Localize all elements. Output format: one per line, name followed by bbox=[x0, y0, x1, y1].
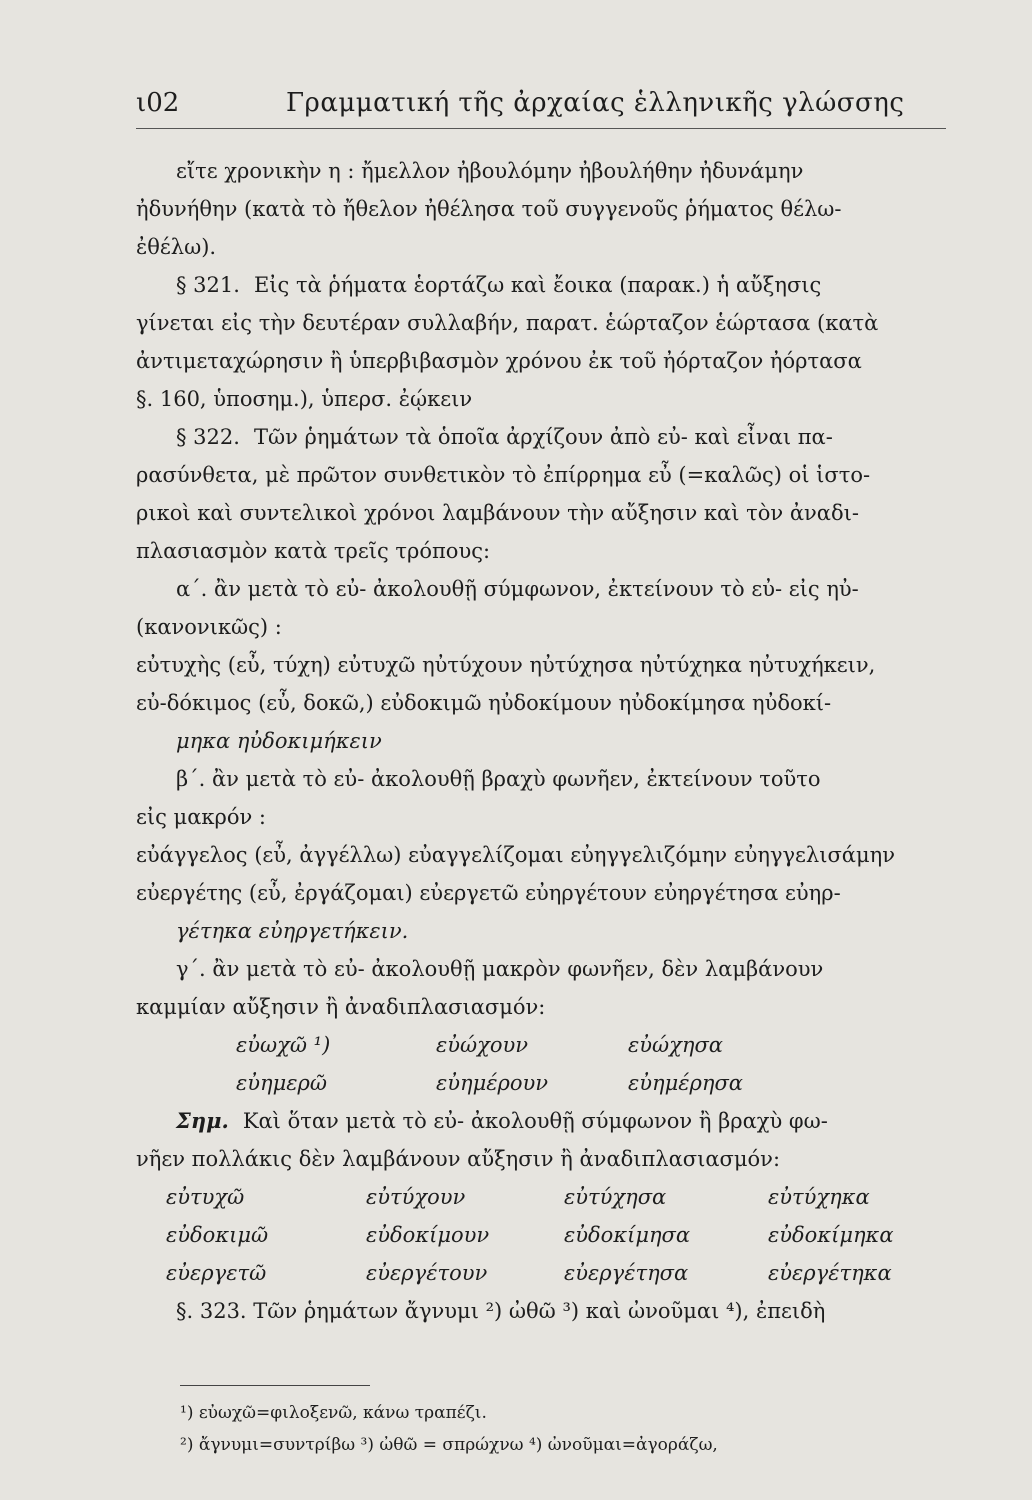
text-line: εἴτε χρονικὴν η : ἤμελλον ἠβουλόμην ἠβουλήθην ἠδυνάμην bbox=[176, 159, 804, 183]
verb-form: εὐδοκίμησα bbox=[564, 1223, 691, 1247]
section-mark: § 321. bbox=[176, 273, 240, 297]
verb-table-row bbox=[136, 1254, 948, 1292]
verb-form: εὐδοκίμηκα bbox=[768, 1223, 894, 1247]
page-number: ι02 bbox=[136, 88, 180, 118]
verb-form: εὐτύχουν bbox=[366, 1185, 466, 1209]
page-header bbox=[136, 88, 946, 124]
text-line: Εἰς τὰ ῥήματα ἑορτάζω καὶ ἔοικα (παρακ.) ἡ αὔξησις bbox=[253, 273, 822, 297]
verb-form: εὐεργέτουν bbox=[366, 1261, 488, 1285]
verb-form: εὐεργέτηκα bbox=[768, 1261, 892, 1285]
text-line: εὐεργέτης (εὖ, ἐργάζομαι) εὐεργετῶ εὐηργέτουν εὐηργέτησα εὐηρ- bbox=[136, 881, 841, 905]
section-321 bbox=[136, 266, 948, 304]
header-rule bbox=[136, 128, 946, 129]
text-line: γέτηκα εὐηργετήκειν. bbox=[176, 919, 409, 943]
verb-form: εὐωχῶ ¹) bbox=[236, 1033, 331, 1057]
running-title: Γραμματική τῆς ἀρχαίας ἑλληνικῆς γλώσσης bbox=[286, 88, 905, 118]
text-line: §. 160, ὑποσημ.), ὑπερσ. ἐῴκειν bbox=[136, 387, 473, 411]
verb-table-row bbox=[136, 1064, 948, 1102]
text-line: γίνεται εἰς τὴν δευτέραν συλλαβήν, παρατ. ἑώρταζον ἑώρτασα (κατὰ bbox=[136, 311, 879, 335]
text-line: Τῶν ῥημάτων τὰ ὁποῖα ἀρχίζουν ἀπὸ εὐ- καὶ εἶναι πα- bbox=[253, 425, 833, 449]
verb-form: εὐεργετῶ bbox=[166, 1261, 267, 1285]
main-text bbox=[136, 152, 948, 1330]
footnote-rule bbox=[180, 1385, 370, 1386]
verb-form: εὐώχουν bbox=[436, 1033, 529, 1057]
verb-form: εὐημέρησα bbox=[628, 1071, 743, 1095]
text-line: καμμίαν αὔξησιν ἢ ἀναδιπλασιασμόν: bbox=[136, 995, 546, 1019]
verb-form: εὐδοκίμουν bbox=[366, 1223, 490, 1247]
text-line: εἰς μακρόν : bbox=[136, 805, 267, 829]
section-322 bbox=[136, 418, 948, 456]
note-paragraph bbox=[136, 1102, 948, 1140]
text-line: εὐ-δόκιμος (εὖ, δοκῶ,) εὐδοκιμῶ ηὐδοκίμουν ηὐδοκίμησα ηὐδοκί- bbox=[136, 691, 832, 715]
verb-form: εὐώχησα bbox=[628, 1033, 723, 1057]
text-line: ἠδυνήθην (κατὰ τὸ ἤθελον ἠθέλησα τοῦ συγγενοῦς ῥήματος θέλω- bbox=[136, 197, 842, 221]
text-line: (κανονικῶς) : bbox=[136, 615, 282, 639]
text-line: α΄. ἂν μετὰ τὸ εὐ- ἀκολουθῇ σύμφωνον, ἐκτείνουν τὸ εὐ- εἰς ηὐ- bbox=[176, 577, 859, 601]
text-line: ρικοὶ καὶ συντελικοὶ χρόνοι λαμβάνουν τὴν αὔξησιν καὶ τὸν ἀναδι- bbox=[136, 501, 859, 525]
text-line: εὐάγγελος (εὖ, ἀγγέλλω) εὐαγγελίζομαι εὐηγγελιζόμην εὐηγγελισάμην bbox=[136, 843, 895, 867]
section-323: §. 323. Τῶν ῥημάτων ἄγνυμι ²) ὠθῶ ³) καὶ ὠνοῦμαι ⁴), ἐπειδὴ bbox=[176, 1299, 826, 1323]
text-line: ἀντιμεταχώρησιν ἢ ὑπερβιβασμὸν χρόνου ἐκ τοῦ ἠόρταζον ἠόρτασα bbox=[136, 349, 862, 373]
note-mark: Σημ. bbox=[176, 1108, 229, 1133]
footnote-1: ¹) εὐωχῶ=φιλοξενῶ, κάνω τραπέζι. bbox=[180, 1403, 487, 1423]
text-line: εὐτυχὴς (εὖ, τύχη) εὐτυχῶ ηὐτύχουν ηὐτύχησα ηὐτύχηκα ηὐτυχήκειν, bbox=[136, 653, 876, 677]
text-line: ἐθέλω). bbox=[136, 235, 217, 259]
verb-form: εὐτυχῶ bbox=[166, 1185, 245, 1209]
text-line: πλασιασμὸν κατὰ τρεῖς τρόπους: bbox=[136, 539, 491, 563]
verb-form: εὐημερῶ bbox=[236, 1071, 328, 1095]
verb-table-row bbox=[136, 1216, 948, 1254]
text-line: ρασύνθετα, μὲ πρῶτον συνθετικὸν τὸ ἐπίρρημα εὖ (=καλῶς) οἱ ἱστο- bbox=[136, 463, 871, 487]
text-line: νῆεν πολλάκις δὲν λαμβάνουν αὔξησιν ἢ ἀναδιπλασιασμόν: bbox=[136, 1147, 781, 1171]
verb-form: εὐεργέτησα bbox=[564, 1261, 689, 1285]
section-mark: § 322. bbox=[176, 425, 240, 449]
verb-table-row bbox=[136, 1026, 948, 1064]
verb-form: εὐδοκιμῶ bbox=[166, 1223, 269, 1247]
text-line: Καὶ ὅταν μετὰ τὸ εὐ- ἀκολουθῇ σύμφωνον ἢ βραχὺ φω- bbox=[242, 1109, 828, 1133]
verb-table-row bbox=[136, 1178, 948, 1216]
text-line: γ΄. ἂν μετὰ τὸ εὐ- ἀκολουθῇ μακρὸν φωνῆεν, δὲν λαμβάνουν bbox=[176, 957, 824, 981]
verb-form: εὐημέρουν bbox=[436, 1071, 549, 1095]
verb-form: εὐτύχηκα bbox=[768, 1185, 870, 1209]
text-line: β΄. ἂν μετὰ τὸ εὐ- ἀκολουθῇ βραχὺ φωνῆεν, ἐκτείνουν τοῦτο bbox=[176, 767, 821, 791]
footnote-2: ²) ἄγνυμι=συντρίβω ³) ὠθῶ = σπρώχνω ⁴) ὠνοῦμαι=ἀγοράζω, bbox=[180, 1435, 718, 1455]
text-line: μηκα ηὐδοκιμήκειν bbox=[176, 729, 382, 753]
verb-form: εὐτύχησα bbox=[564, 1185, 667, 1209]
